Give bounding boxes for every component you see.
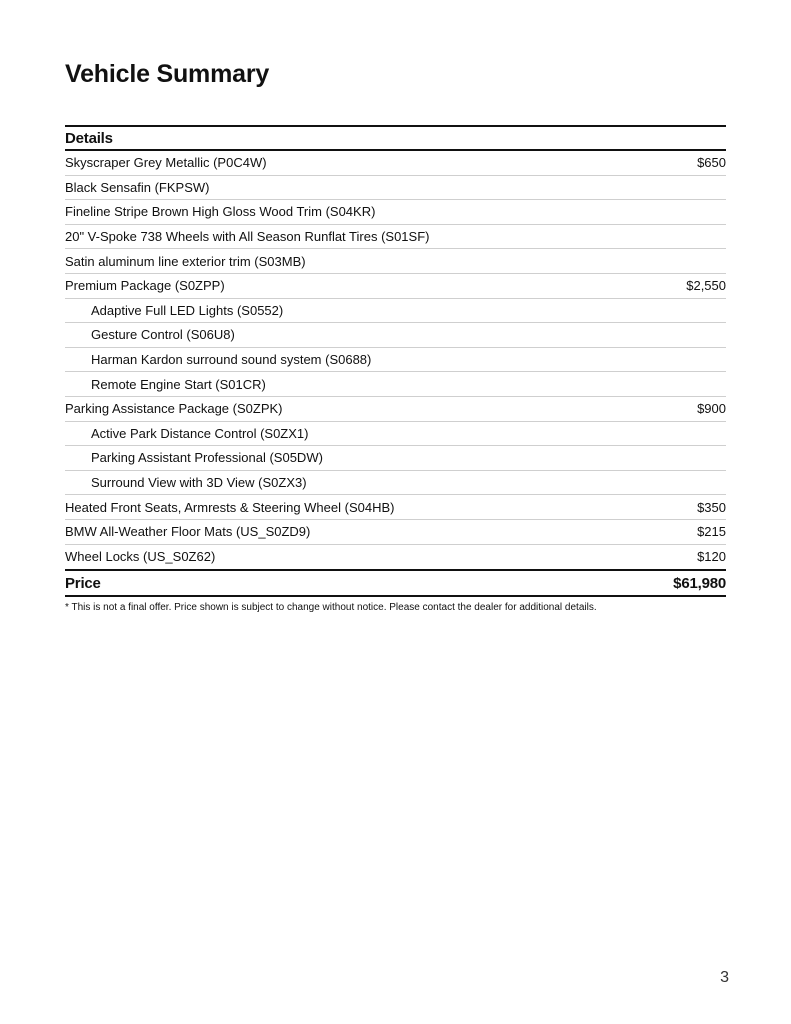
- option-label: BMW All-Weather Floor Mats (US_S0ZD9): [65, 524, 311, 540]
- option-label: Parking Assistance Package (S0ZPK): [65, 401, 283, 417]
- total-price-value: $61,980: [673, 574, 726, 592]
- package-sub-item-row: [65, 372, 726, 397]
- page-title: Vehicle Summary: [65, 60, 270, 88]
- option-price: $350: [697, 499, 726, 515]
- option-label: Skyscraper Grey Metallic (P0C4W): [65, 155, 267, 171]
- option-label: Harman Kardon surround sound system (S0688): [91, 352, 372, 368]
- option-label: Remote Engine Start (S01CR): [91, 376, 266, 392]
- option-label: Surround View with 3D View (S0ZX3): [91, 475, 307, 491]
- package-sub-item-row: [65, 323, 726, 348]
- option-label: 20" V-Spoke 738 Wheels with All Season Runflat Tires (S01SF): [65, 229, 430, 245]
- option-label: Fineline Stripe Brown High Gloss Wood Trim (S04KR): [65, 204, 376, 220]
- package-sub-item-row: [65, 422, 726, 447]
- option-row: [65, 225, 726, 250]
- option-label: Gesture Control (S06U8): [91, 327, 235, 343]
- option-label: Adaptive Full LED Lights (S0552): [91, 302, 284, 318]
- option-price: $2,550: [686, 278, 726, 294]
- option-price: $650: [697, 155, 726, 171]
- option-row: [65, 176, 726, 201]
- option-row: [65, 274, 726, 299]
- option-row: [65, 520, 726, 545]
- option-label: Active Park Distance Control (S0ZX1): [91, 425, 309, 441]
- option-price: $215: [697, 524, 726, 540]
- option-row: [65, 495, 726, 520]
- package-sub-item-row: [65, 348, 726, 373]
- details-header: Details: [65, 125, 726, 151]
- option-price: $120: [697, 549, 726, 565]
- vehicle-summary-table: [65, 125, 726, 613]
- package-sub-item-row: [65, 471, 726, 496]
- page-number: 3: [720, 969, 729, 986]
- package-sub-item-row: [65, 299, 726, 324]
- option-row: [65, 397, 726, 422]
- package-sub-item-row: [65, 446, 726, 471]
- option-label: Parking Assistant Professional (S05DW): [91, 450, 323, 466]
- disclaimer-text: * This is not a final offer. Price shown is subject to change without notice. Please contact the dealer for additional details.: [65, 602, 597, 614]
- option-row: [65, 200, 726, 225]
- option-label: Black Sensafin (FKPSW): [65, 179, 210, 195]
- option-label: Wheel Locks (US_S0Z62): [65, 549, 216, 565]
- option-label: Premium Package (S0ZPP): [65, 278, 225, 294]
- total-price-row: [65, 569, 726, 597]
- details-list: [65, 151, 726, 569]
- option-price: $900: [697, 401, 726, 417]
- option-row: [65, 249, 726, 274]
- option-label: Satin aluminum line exterior trim (S03MB): [65, 253, 306, 269]
- option-row: [65, 545, 726, 570]
- option-row: [65, 151, 726, 176]
- total-price-label: Price: [65, 574, 101, 592]
- option-label: Heated Front Seats, Armrests & Steering Wheel (S04HB): [65, 499, 395, 515]
